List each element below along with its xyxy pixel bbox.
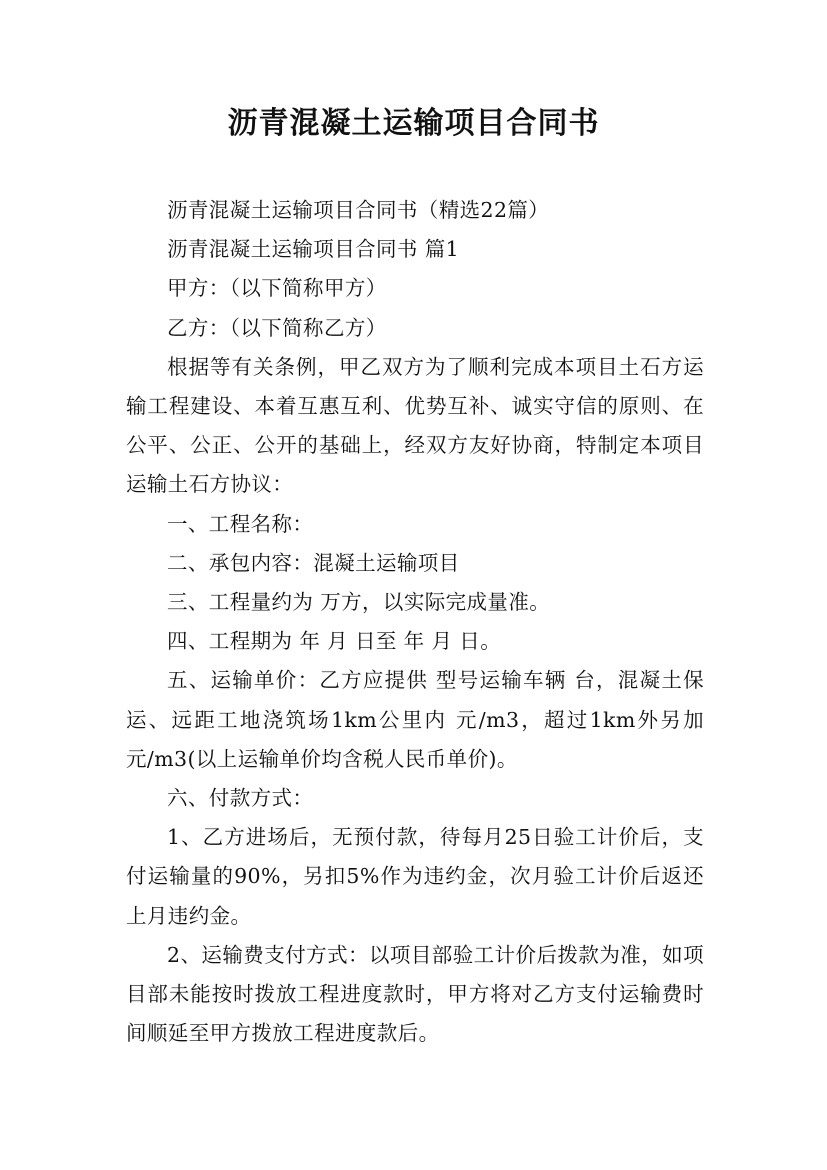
paragraph-party-b: 乙方：（以下简称乙方）: [167, 315, 387, 340]
paragraph-subtitle: 沥青混凝土运输项目合同书（精选22篇）: [167, 198, 550, 222]
paragraph-payment-method: 六、付款方式：: [167, 786, 314, 811]
paragraph-payment-clause-1: 1、乙方进场后，无预付款，待每月25日验工计价后，支付运输量的90%，另扣5%作为违约金，次月验工计价后返还上月违约金。: [126, 825, 704, 928]
document-body: [126, 191, 704, 1053]
paragraph-preamble: 根据等有关条例，甲乙双方为了顺利完成本项目土石方运输工程建设、本着互惠互利、优势互补、诚实守信的原则、在公平、公正、公开的基础上，经双方友好协商，特制定本项目运输土石方协议：: [126, 354, 704, 497]
document-title: 沥青混凝土运输项目合同书: [227, 106, 600, 141]
paragraph-party-a: 甲方：（以下简称甲方）: [167, 276, 387, 301]
paragraph-unit-price: 五、运输单价：乙方应提供 型号运输车辆 台，混凝土保运、远距工地浇筑场1km公里内 元/m3，超过1km外另加 元/m3(以上运输单价均含税人民币单价)。: [126, 668, 704, 771]
paragraph-payment-clause-2: 2、运输费支付方式：以项目部验工计价后拨款为准，如项目部未能按时拨放工程进度款时，甲方将对乙方支付运输费时间顺延至甲方拨放工程进度款后。: [126, 942, 704, 1046]
paragraph-contract-content: 二、承包内容：混凝土运输项目: [167, 550, 460, 575]
paragraph-section-heading: 沥青混凝土运输项目合同书 篇1: [167, 237, 460, 262]
paragraph-duration: 四、工程期为 年 月 日至 年 月 日。: [167, 629, 502, 654]
paragraph-quantity: 三、工程量约为 万方，以实际完成量准。: [167, 590, 551, 615]
paragraph-project-name: 一、工程名称：: [167, 511, 314, 536]
